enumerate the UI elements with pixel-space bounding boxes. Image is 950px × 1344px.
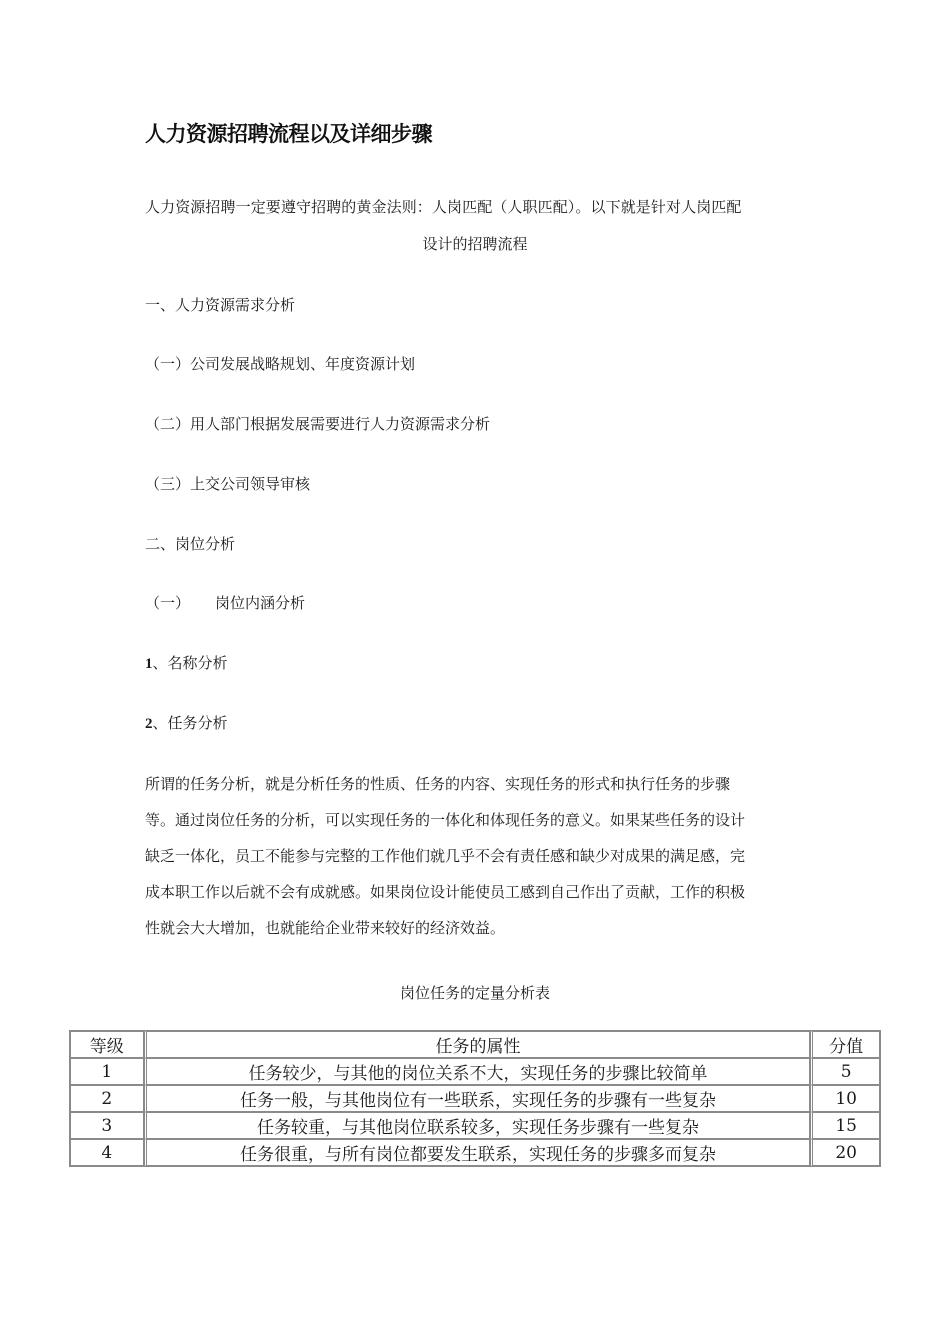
item-number: 1 [145, 656, 153, 672]
cell-score: 10 [810, 1085, 880, 1112]
paragraph-line: 等。通过岗位任务的分析，可以实现任务的一体化和体现任务的意义。如果某些任务的设计 [145, 811, 746, 829]
paragraph-line: 性就会大大增加，也就能给企业带来较好的经济效益。 [145, 919, 506, 937]
cell-attribute: 任务很重，与所有岗位都要发生联系，实现任务的步骤多而复杂 [144, 1139, 811, 1166]
table-row [70, 1085, 880, 1112]
item-text: 、名称分析 [152, 654, 228, 672]
section-heading-job-analysis: 二、岗位分析 [145, 535, 236, 553]
intro-text-line-2: 设计的招聘流程 [422, 235, 528, 253]
section-heading-demand-analysis: 一、人力资源需求分析 [145, 296, 296, 314]
paragraph-line: 所谓的任务分析，就是分析任务的性质、任务的内容、实现任务的形式和执行任务的步骤 [145, 775, 731, 793]
task-analysis-paragraph [145, 766, 811, 946]
header-cell-level: 等级 [70, 1031, 144, 1058]
numbered-item-1 [145, 652, 228, 673]
cell-score: 5 [810, 1058, 880, 1085]
cell-score: 15 [810, 1112, 880, 1139]
section1-item-2: （二）用人部门根据发展需要进行人力资源需求分析 [145, 415, 491, 433]
table-row [70, 1058, 880, 1085]
table-caption: 岗位任务的定量分析表 [399, 984, 550, 1002]
document-title: 人力资源招聘流程以及详细步骤 [145, 122, 432, 146]
item-number: 2 [145, 716, 153, 732]
item-text: 、任务分析 [152, 714, 228, 732]
subheading-text: 岗位内涵分析 [215, 594, 306, 612]
subheading-number: （一） [145, 594, 191, 612]
table-header-row [70, 1031, 880, 1058]
cell-attribute: 任务一般，与其他岗位有一些联系，实现任务的步骤有一些复杂 [144, 1085, 811, 1112]
header-cell-score: 分值 [810, 1031, 880, 1058]
paragraph-line: 缺乏一体化，员工不能参与完整的工作他们就几乎不会有责任感和缺少对成果的满足感，完 [145, 847, 746, 865]
section1-item-3: （三）上交公司领导审核 [145, 475, 311, 493]
cell-score: 20 [810, 1139, 880, 1166]
numbered-item-2 [145, 712, 228, 733]
quantitative-analysis-table [69, 1030, 881, 1167]
cell-level: 1 [70, 1058, 144, 1085]
section2-subheading [145, 592, 305, 613]
cell-level: 3 [70, 1112, 144, 1139]
cell-attribute: 任务较少，与其他的岗位关系不大，实现任务的步骤比较简单 [144, 1058, 811, 1085]
section1-item-1: （一）公司发展战略规划、年度资源计划 [145, 355, 416, 373]
table-row [70, 1139, 880, 1166]
header-cell-attribute: 任务的属性 [144, 1031, 811, 1058]
cell-level: 2 [70, 1085, 144, 1112]
table-row [70, 1112, 880, 1139]
intro-text-line-1: 人力资源招聘一定要遵守招聘的黄金法则：人岗匹配（人职匹配）。以下就是针对人岗匹配 [145, 198, 742, 216]
cell-attribute: 任务较重，与其他岗位联系较多，实现任务步骤有一些复杂 [144, 1112, 811, 1139]
paragraph-line: 成本职工作以后就不会有成就感。如果岗位设计能使员工感到自己作出了贡献，工作的积极 [145, 883, 746, 901]
cell-level: 4 [70, 1139, 144, 1166]
